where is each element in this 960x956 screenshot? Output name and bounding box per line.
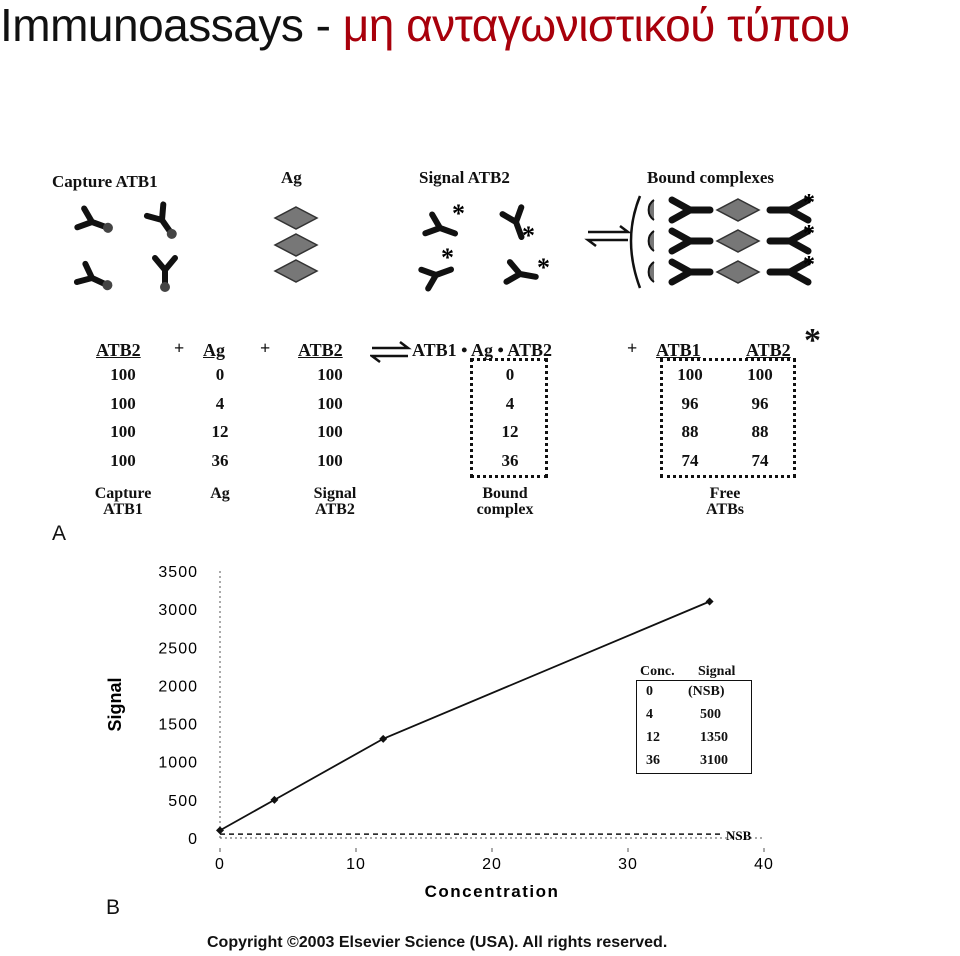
svg-text:*: * — [441, 243, 454, 272]
header-bound-complexes: Bound complexes — [647, 168, 775, 187]
copyright-notice: Copyright ©2003 Elsevier Science (USA). All rights reserved. — [207, 934, 668, 951]
eq-signal-atb: ATB2 — [298, 340, 343, 360]
table-cell: 88 — [681, 422, 699, 441]
table-cell: 74 — [681, 450, 699, 470]
inset-cell: 12 — [646, 730, 660, 745]
eq-free-atb2: ATB2 — [746, 340, 791, 360]
table-cell: 100 — [317, 450, 343, 470]
table-cell: 100 — [317, 393, 343, 413]
inset-cell: 36 — [646, 753, 660, 768]
inset-cell: 0 — [646, 684, 653, 699]
signal-vs-concentration-chart — [0, 555, 960, 915]
table-cell: 100 — [110, 393, 136, 413]
y-tick-label: 2500 — [158, 640, 198, 658]
footer-ag: Ag — [210, 485, 230, 502]
svg-text:*: * — [537, 253, 550, 282]
eq-free-atb1: ATB1 — [656, 340, 701, 360]
table-cell: 4 — [505, 393, 515, 413]
antigen-icon — [275, 207, 317, 229]
nsb-label: NSB — [726, 828, 752, 844]
table-cell: 88 — [751, 422, 769, 441]
eq-plus: + — [260, 338, 271, 358]
y-tick-label: 1000 — [158, 754, 198, 772]
bound-complex-row — [649, 221, 815, 252]
footer-signal-atb2: Signal ATB2 — [313, 485, 357, 518]
table-cell: 100 — [677, 365, 703, 384]
inset-cell: 1350 — [700, 730, 728, 745]
inset-cell: 500 — [700, 707, 721, 722]
table-cell: 4 — [215, 393, 225, 413]
footer-free-atbs: Free ATBs — [706, 485, 744, 518]
capture-antibody-icon — [77, 208, 116, 238]
table-cell: 100 — [317, 365, 343, 384]
table-cell: 36 — [501, 450, 519, 470]
svg-text:*: * — [452, 199, 465, 228]
y-tick-label: 0 — [188, 831, 198, 848]
x-axis-label: Concentration — [424, 882, 560, 901]
antibody-illustrations — [0, 0, 960, 320]
eq-plus: + — [627, 338, 638, 358]
y-tick-label: 3000 — [158, 602, 198, 620]
header-signal-atb2: Signal ATB2 — [419, 168, 510, 187]
title-prefix: Immunoassays - — [0, 0, 343, 51]
x-tick-label: 20 — [482, 856, 502, 873]
eq-product: ATB1 • Ag • ATB2 — [412, 340, 552, 360]
footer-capture-atb1: Capture ATB1 — [94, 485, 152, 518]
y-tick-label: 500 — [168, 792, 198, 810]
eq-plus: + — [174, 338, 185, 358]
eq-ag: Ag — [203, 340, 225, 360]
x-tick-label: 40 — [754, 856, 774, 873]
signal-antibody-icon — [506, 262, 537, 287]
x-tick-label: 10 — [346, 856, 366, 873]
x-tick-label: 30 — [618, 856, 638, 873]
data-point — [379, 735, 387, 743]
antigen-icon — [275, 260, 317, 282]
table-cell: 96 — [751, 393, 769, 413]
capture-antibody-icon — [147, 204, 183, 243]
signal-star-icon: * — [804, 322, 821, 359]
eq-capture-atb: ATB2 — [96, 340, 141, 360]
table-cell: 36 — [211, 450, 229, 470]
svg-text:*: * — [803, 221, 815, 247]
x-tick-label: 0 — [215, 856, 225, 873]
table-cell: 0 — [215, 365, 225, 384]
data-point — [216, 826, 224, 834]
inset-header-signal: Signal — [698, 664, 736, 679]
svg-text:*: * — [803, 252, 815, 278]
inset-cell: 4 — [646, 707, 653, 722]
table-cell: 96 — [681, 393, 699, 413]
svg-text:*: * — [522, 221, 535, 250]
svg-text:*: * — [803, 190, 815, 216]
y-tick-label: 2000 — [158, 678, 198, 696]
data-point — [706, 598, 714, 606]
table-cell: 100 — [110, 450, 136, 470]
y-axis-label: Signal — [105, 677, 125, 732]
capture-antibody-icon — [77, 264, 116, 296]
panel-label-b: B — [106, 896, 121, 919]
table-cell: 100 — [110, 365, 136, 384]
table-cell: 100 — [317, 422, 343, 441]
bound-complex-row — [649, 252, 815, 283]
capture-antibody-icon — [155, 258, 175, 292]
panel-label-a: A — [52, 522, 67, 545]
inset-cell: (NSB) — [688, 684, 725, 699]
table-cell: 12 — [501, 422, 519, 441]
footer-bound-complex: Bound complex — [476, 485, 534, 518]
header-ag: Ag — [281, 168, 302, 187]
header-capture-atb1: Capture ATB1 — [52, 172, 158, 191]
table-cell: 74 — [751, 450, 769, 470]
inset-header-conc: Conc. — [640, 664, 675, 679]
data-point — [270, 796, 278, 804]
equilibrium-arrows-icon — [370, 340, 412, 364]
title-greek: μη ανταγωνιστικού τύπου — [342, 0, 850, 51]
table-cell: 12 — [211, 422, 229, 441]
y-tick-label: 3500 — [158, 564, 198, 581]
y-tick-label: 1500 — [158, 716, 198, 734]
inset-cell: 3100 — [700, 753, 728, 768]
bound-complex-row — [649, 190, 815, 221]
table-cell: 0 — [505, 365, 515, 384]
table-cell: 100 — [747, 365, 773, 384]
table-cell: 100 — [110, 422, 136, 441]
antigen-icon — [275, 234, 317, 256]
